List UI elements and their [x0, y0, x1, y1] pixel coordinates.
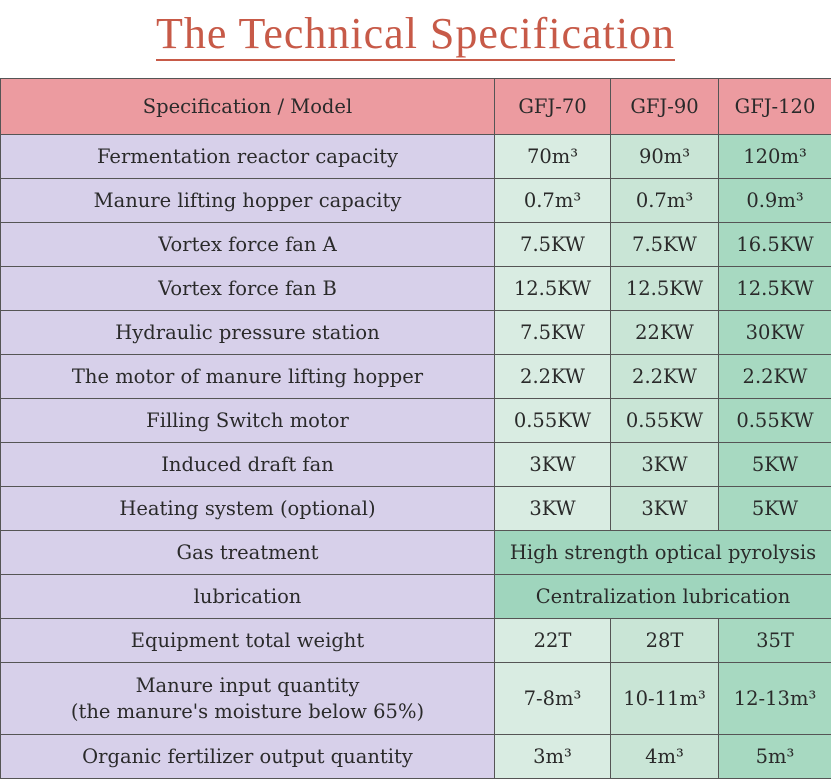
value-cell-model-3: 12.5KW — [719, 267, 831, 311]
value-cell-model-3: 16.5KW — [719, 223, 831, 267]
table-row — [1, 619, 831, 663]
page-title — [0, 8, 831, 59]
value-cell-model-3: 12-13m³ — [719, 663, 831, 735]
value-cell-model-1: 3m³ — [495, 735, 611, 779]
row-label: Fermentation reactor capacity — [1, 135, 495, 179]
value-cell-model-1: 3KW — [495, 443, 611, 487]
value-cell-model-2: 2.2KW — [611, 355, 719, 399]
page-title-text: The Technical Specification — [156, 9, 675, 61]
value-cell-model-3: 120m³ — [719, 135, 831, 179]
row-label — [1, 663, 495, 735]
header-model-2: GFJ-90 — [611, 79, 719, 135]
row-label: Filling Switch motor — [1, 399, 495, 443]
value-cell-model-3: 0.55KW — [719, 399, 831, 443]
value-cell-model-3: 0.9m³ — [719, 179, 831, 223]
value-cell-model-1: 70m³ — [495, 135, 611, 179]
value-cell-model-1: 7-8m³ — [495, 663, 611, 735]
title-area — [0, 0, 831, 77]
row-label: Heating system (optional) — [1, 487, 495, 531]
table-row — [1, 443, 831, 487]
value-cell-model-1: 22T — [495, 619, 611, 663]
value-cell-model-2: 22KW — [611, 311, 719, 355]
row-label: Equipment total weight — [1, 619, 495, 663]
table-row — [1, 399, 831, 443]
row-label: Vortex force fan A — [1, 223, 495, 267]
value-cell-model-1: 2.2KW — [495, 355, 611, 399]
header-row — [1, 79, 831, 135]
table-row — [1, 135, 831, 179]
header-spec-label: Specification / Model — [1, 79, 495, 135]
row-label: Vortex force fan B — [1, 267, 495, 311]
value-cell-model-1: 3KW — [495, 487, 611, 531]
row-label: Induced draft fan — [1, 443, 495, 487]
merged-value-cell: Centralization lubrication — [495, 575, 831, 619]
table-row — [1, 223, 831, 267]
table-row — [1, 531, 831, 575]
value-cell-model-1: 12.5KW — [495, 267, 611, 311]
value-cell-model-3: 35T — [719, 619, 831, 663]
row-label: Organic fertilizer output quantity — [1, 735, 495, 779]
value-cell-model-2: 10-11m³ — [611, 663, 719, 735]
row-label-line: (the manure's moisture below 65%) — [3, 699, 492, 725]
value-cell-model-2: 3KW — [611, 443, 719, 487]
value-cell-model-3: 30KW — [719, 311, 831, 355]
table-row — [1, 355, 831, 399]
value-cell-model-1: 7.5KW — [495, 311, 611, 355]
value-cell-model-2: 7.5KW — [611, 223, 719, 267]
row-label: Manure lifting hopper capacity — [1, 179, 495, 223]
merged-value-cell: High strength optical pyrolysis — [495, 531, 831, 575]
value-cell-model-3: 2.2KW — [719, 355, 831, 399]
table-row — [1, 179, 831, 223]
table-row — [1, 311, 831, 355]
row-label-line: Manure input quantity — [3, 673, 492, 699]
value-cell-model-2: 4m³ — [611, 735, 719, 779]
table-row — [1, 663, 831, 735]
value-cell-model-2: 90m³ — [611, 135, 719, 179]
table-row — [1, 735, 831, 779]
value-cell-model-1: 0.55KW — [495, 399, 611, 443]
spec-table — [0, 78, 831, 779]
row-label: Gas treatment — [1, 531, 495, 575]
header-model-3: GFJ-120 — [719, 79, 831, 135]
value-cell-model-2: 12.5KW — [611, 267, 719, 311]
value-cell-model-3: 5KW — [719, 487, 831, 531]
row-label: The motor of manure lifting hopper — [1, 355, 495, 399]
table-row — [1, 267, 831, 311]
value-cell-model-3: 5KW — [719, 443, 831, 487]
header-model-1: GFJ-70 — [495, 79, 611, 135]
value-cell-model-2: 0.55KW — [611, 399, 719, 443]
value-cell-model-1: 0.7m³ — [495, 179, 611, 223]
value-cell-model-1: 7.5KW — [495, 223, 611, 267]
row-label: Hydraulic pressure station — [1, 311, 495, 355]
row-label: lubrication — [1, 575, 495, 619]
value-cell-model-2: 28T — [611, 619, 719, 663]
table-row — [1, 575, 831, 619]
value-cell-model-3: 5m³ — [719, 735, 831, 779]
table-row — [1, 487, 831, 531]
value-cell-model-2: 3KW — [611, 487, 719, 531]
value-cell-model-2: 0.7m³ — [611, 179, 719, 223]
